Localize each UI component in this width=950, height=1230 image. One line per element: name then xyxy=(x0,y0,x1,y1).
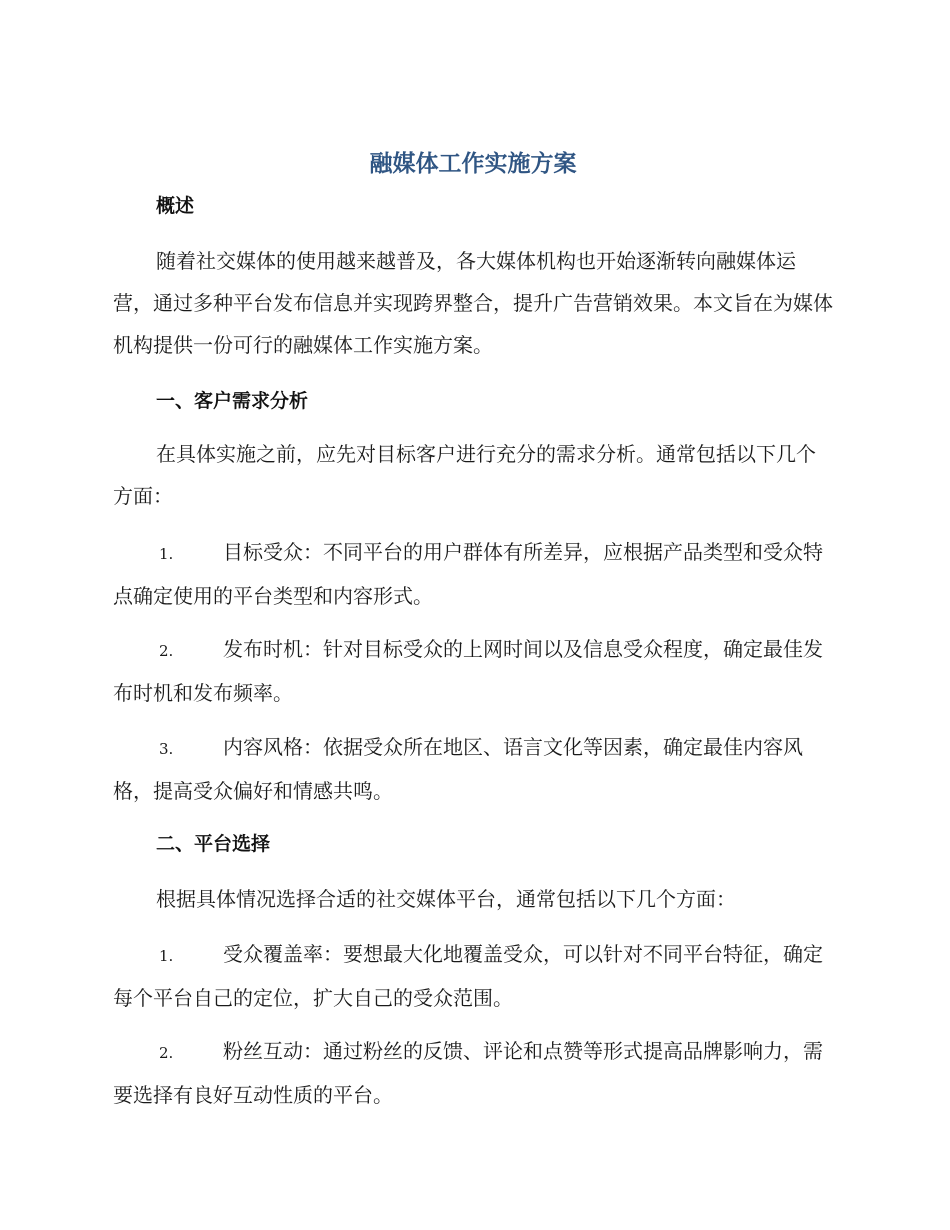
section-heading-customer-analysis: 一、客户需求分析 xyxy=(156,390,309,412)
list-item-number: 1. xyxy=(159,947,174,965)
section-heading-platform-selection: 二、平台选择 xyxy=(156,833,271,855)
document-title: 融媒体工作实施方案 xyxy=(369,151,577,177)
list-item-number: 1. xyxy=(159,545,174,563)
list-item-text: 受众覆盖率：要想最大化地覆盖受众，可以针对不同平台特征，确定每个平台自己的定位，扩大自己的受众范围。 xyxy=(113,942,823,1010)
list-item xyxy=(113,726,833,812)
list-item-text: 内容风格：依据受众所在地区、语言文化等因素，确定最佳内容风格，提高受众偏好和情感共鸣。 xyxy=(113,735,803,803)
list-item-number: 2. xyxy=(159,642,174,660)
list-item xyxy=(113,531,833,617)
list-item xyxy=(113,933,833,1019)
customer-analysis-paragraph: 在具体实施之前，应先对目标客户进行充分的需求分析。通常包括以下几个方面： xyxy=(113,442,816,508)
overview-paragraph: 随着社交媒体的使用越来越普及，各大媒体机构也开始逐渐转向融媒体运营，通过多种平台发布信息并实现跨界整合，提升广告营销效果。本文旨在为媒体机构提供一份可行的融媒体工作实施方案。 xyxy=(113,249,833,357)
section-heading-overview: 概述 xyxy=(156,195,195,217)
list-item xyxy=(113,1030,833,1116)
list-item xyxy=(113,628,833,714)
list-item-text: 目标受众：不同平台的用户群体有所差异，应根据产品类型和受众特点确定使用的平台类型和内容形式。 xyxy=(113,540,823,608)
list-item-number: 2. xyxy=(159,1044,174,1062)
list-item-number: 3. xyxy=(159,740,174,758)
list-item-text: 发布时机：针对目标受众的上网时间以及信息受众程度，确定最佳发布时机和发布频率。 xyxy=(113,637,823,705)
list-item-text: 粉丝互动：通过粉丝的反馈、评论和点赞等形式提高品牌影响力，需要选择有良好互动性质的平台。 xyxy=(113,1039,823,1107)
platform-selection-paragraph: 根据具体情况选择合适的社交媒体平台，通常包括以下几个方面： xyxy=(156,887,736,911)
